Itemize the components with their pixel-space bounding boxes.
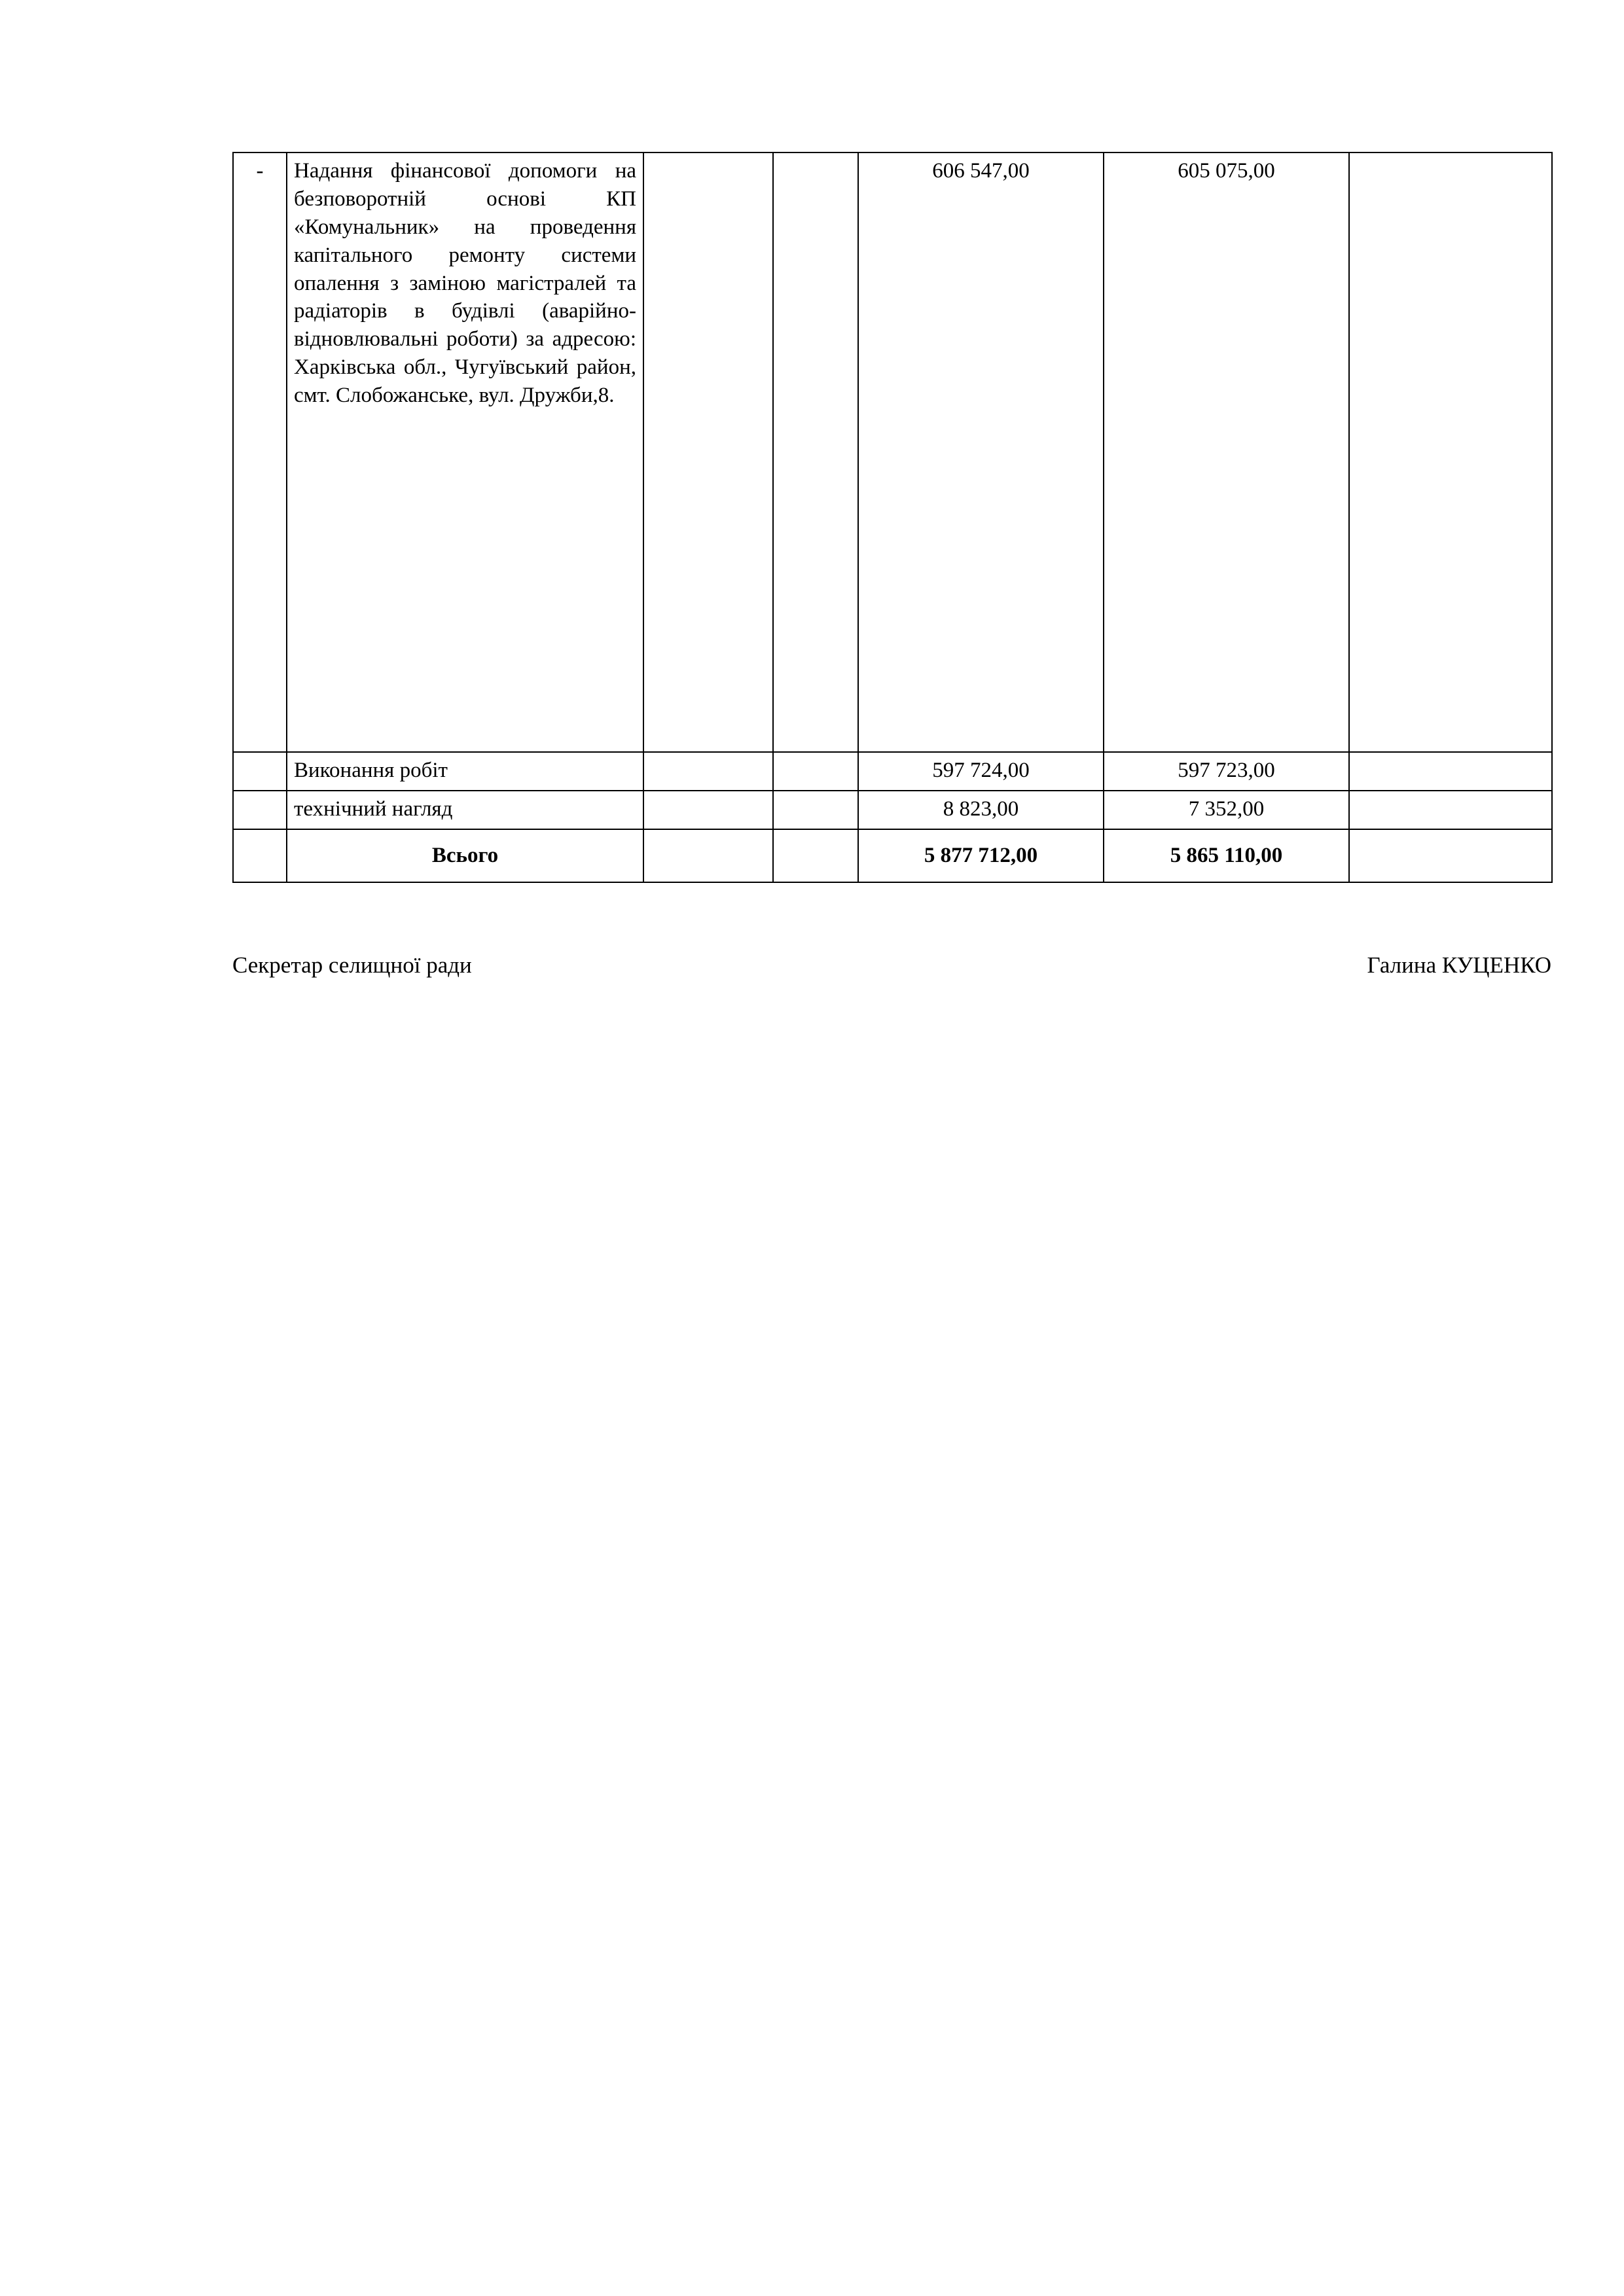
- table-row: [233, 791, 1552, 829]
- row-marker: [233, 752, 287, 791]
- total-col7: [1349, 829, 1552, 882]
- row-col3: [643, 791, 773, 829]
- signature-name: Галина КУЦЕНКО: [1367, 952, 1551, 978]
- row-col4: [773, 791, 858, 829]
- row-col3: [643, 752, 773, 791]
- table-row: [233, 752, 1552, 791]
- row-plan-amount: 606 547,00: [858, 152, 1104, 752]
- table-total-row: [233, 829, 1552, 882]
- signature-block: [232, 952, 1551, 978]
- row-marker: -: [233, 152, 287, 752]
- row-plan-amount: 8 823,00: [858, 791, 1104, 829]
- row-description: Виконання робіт: [287, 752, 643, 791]
- row-fact-amount: 597 723,00: [1104, 752, 1349, 791]
- row-description: Надання фінансової допомоги на безповоротній основі КП «Комунальник» на проведення капітального ремонту системи опалення з заміною магістралей та радіаторів в будівлі (аварійно-відновлювальні роботи) за адресою: Харківська обл., Чугуївський район, смт. Слобожанське, вул. Дружби,8.: [287, 152, 643, 752]
- table-row: [233, 152, 1552, 752]
- row-plan-amount: 597 724,00: [858, 752, 1104, 791]
- row-col7: [1349, 752, 1552, 791]
- row-marker: [233, 791, 287, 829]
- total-fact-amount: 5 865 110,00: [1104, 829, 1349, 882]
- total-plan-amount: 5 877 712,00: [858, 829, 1104, 882]
- signature-role: Секретар селищної ради: [232, 952, 472, 978]
- total-col3: [643, 829, 773, 882]
- row-fact-amount: 605 075,00: [1104, 152, 1349, 752]
- row-col4: [773, 752, 858, 791]
- row-col7: [1349, 152, 1552, 752]
- budget-table: [232, 152, 1553, 883]
- row-fact-amount: 7 352,00: [1104, 791, 1349, 829]
- row-col7: [1349, 791, 1552, 829]
- total-label: Всього: [287, 829, 643, 882]
- row-col3: [643, 152, 773, 752]
- row-description: технічний нагляд: [287, 791, 643, 829]
- total-marker: [233, 829, 287, 882]
- total-col4: [773, 829, 858, 882]
- row-col4: [773, 152, 858, 752]
